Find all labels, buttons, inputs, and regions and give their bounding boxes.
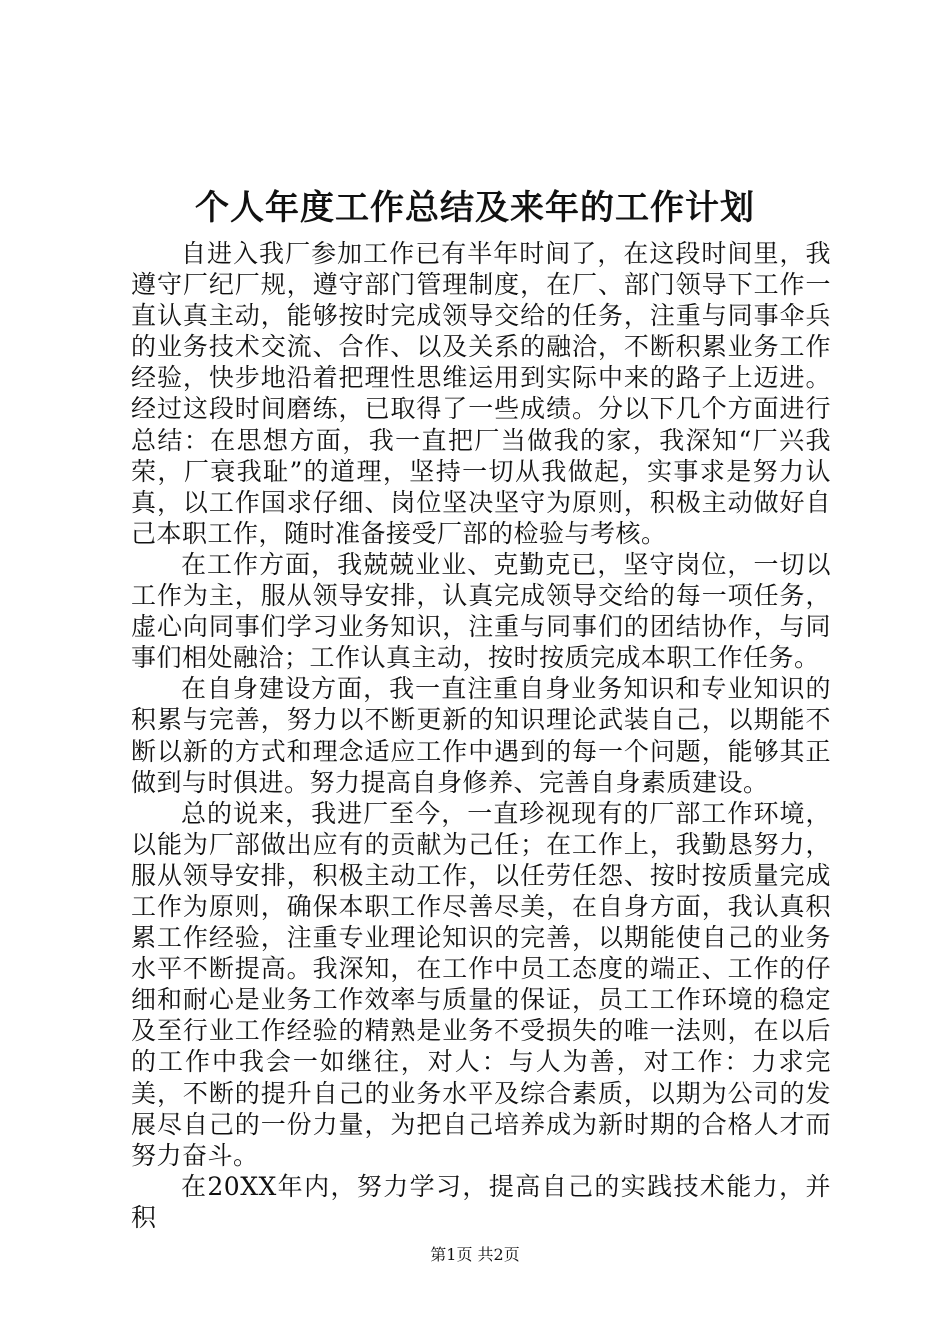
- document-body: [131, 238, 831, 1233]
- paragraph-next-year-plan: 在20XX年内，努力学习，提高自己的实践技术能力，并积: [131, 1171, 831, 1232]
- paragraph-work: 在工作方面，我兢兢业业、克勤克已，坚守岗位，一切以工作为主，服从领导安排，认真完成领导交给的每一项任务，虚心向同事们学习业务知识，注重与同事们的团结协作，与同事们相处融洽；工作认真主动，按时按质完成本职工作任务。: [131, 549, 831, 673]
- page-number-footer: 第1页 共2页: [430, 1245, 520, 1264]
- paragraph-summary: 总的说来，我进厂至今，一直珍视现有的厂部工作环境，以能为厂部做出应有的贡献为己任；在工作上，我勤恳努力，服从领导安排，积极主动工作，以任劳任怨、按时按质量完成工作为原则，确保本职工作尽善尽美，在自身方面，我认真积累工作经验，注重专业理论知识的完善，以期能使自己的业务水平不断提高。我深知，在工作中员工态度的端正、工作的仔细和耐心是业务工作效率与质量的保证，员工工作环境的稳定及至行业工作经验的精熟是业务不受损失的唯一法则，在以后的工作中我会一如继往，对人：与人为善，对工作：力求完美，不断的提升自己的业务水平及综合素质，以期为公司的发展尽自己的一份力量，为把自己培养成为新时期的合格人才而努力奋斗。: [131, 798, 831, 1170]
- paragraph-self-building: 在自身建设方面，我一直注重自身业务知识和专业知识的积累与完善，努力以不断更新的知识理论武装自己，以期能不断以新的方式和理念适应工作中遇到的每一个问题，能够其正做到与时俱进。努力提高自身修养、完善自身素质建设。: [131, 674, 831, 797]
- document-title: 个人年度工作总结及来年的工作计划: [195, 188, 755, 228]
- paragraph-intro-thought: 自进入我厂参加工作已有半年时间了，在这段时间里，我遵守厂纪厂规，遵守部门管理制度，在厂、部门领导下工作一直认真主动，能够按时完成领导交给的任务，注重与同事伞兵的业务技术交流、合作、以及关系的融洽，不断积累业务工作经验，快步地沿着把理性思维运用到实际中来的路子上迈进。经过这段时间磨练，已取得了一些成绩。分以下几个方面进行总结：在思想方面，我一直把厂当做我的家，我深知“厂兴我荣，厂衰我耻”的道理，坚持一切从我做起，实事求是努力认真，以工作国求仔细、岗位坚决坚守为原则，积极主动做好自己本职工作，随时准备接受厂部的检验与考核。: [131, 239, 831, 548]
